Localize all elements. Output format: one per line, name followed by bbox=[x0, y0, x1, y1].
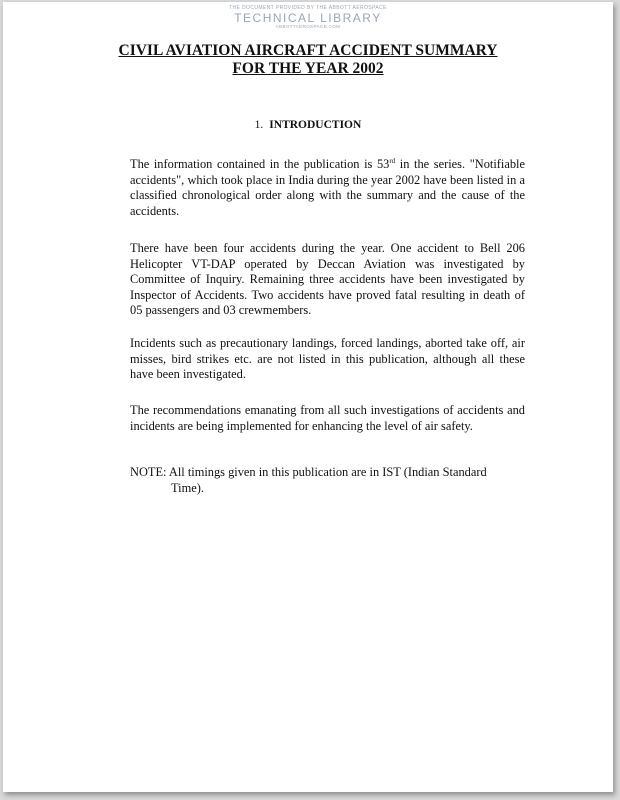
title-line-1: CIVIL AVIATION AIRCRAFT ACCIDENT SUMMARY bbox=[118, 42, 498, 59]
watermark-top-text: THE DOCUMENT PROVIDED BY THE ABBOTT AEROSPACE bbox=[229, 5, 387, 11]
section-heading bbox=[3, 119, 613, 131]
library-watermark bbox=[3, 6, 613, 30]
section-number: 1. bbox=[254, 119, 264, 131]
paragraph-1-rest: in the series. "Notifiable accidents", which took place in India during the year 2002 have been listed in a classified chronological order along with the summary and the cause of the accidents. bbox=[130, 157, 525, 218]
paragraph-3: Incidents such as precautionary landings, forced landings, aborted take off, air misses, bird strikes etc. are not listed in this publication, although all these have been investigated. bbox=[130, 336, 525, 381]
timing-note bbox=[130, 465, 525, 496]
watermark-bottom-text: ABBOTTAEROSPACE.COM bbox=[275, 24, 341, 29]
note-text-line-2: Time). bbox=[171, 480, 204, 495]
paragraph-1 bbox=[130, 157, 525, 219]
section-title: INTRODUCTION bbox=[269, 119, 362, 131]
paragraph-4: The recommendations emanating from all such investigations of accidents and incidents are being implemented for enhancing the level of air safety. bbox=[130, 403, 525, 433]
note-label: NOTE: bbox=[130, 465, 167, 479]
document-page bbox=[3, 2, 613, 792]
note-text-line-1: All timings given in this publication are in IST (Indian Standard bbox=[166, 465, 487, 479]
document-title bbox=[3, 42, 613, 78]
paragraph-2: There have been four accidents during the year. One accident to Bell 206 Helicopter VT-DAP operated by Deccan Aviation was investigated by Committee of Inquiry. Remaining three accidents have been investigated by Inspector of Accidents. Two accidents have proved fatal resulting in death of 05 passengers and 03 crewmembers. bbox=[130, 241, 525, 317]
watermark-main-text: TECHNICAL LIBRARY bbox=[234, 11, 382, 25]
paragraph-1-start: The information contained in the publication is 53 bbox=[130, 157, 390, 171]
title-line-2: FOR THE YEAR 2002 bbox=[232, 60, 384, 77]
ordinal-suffix: rd bbox=[389, 157, 396, 165]
